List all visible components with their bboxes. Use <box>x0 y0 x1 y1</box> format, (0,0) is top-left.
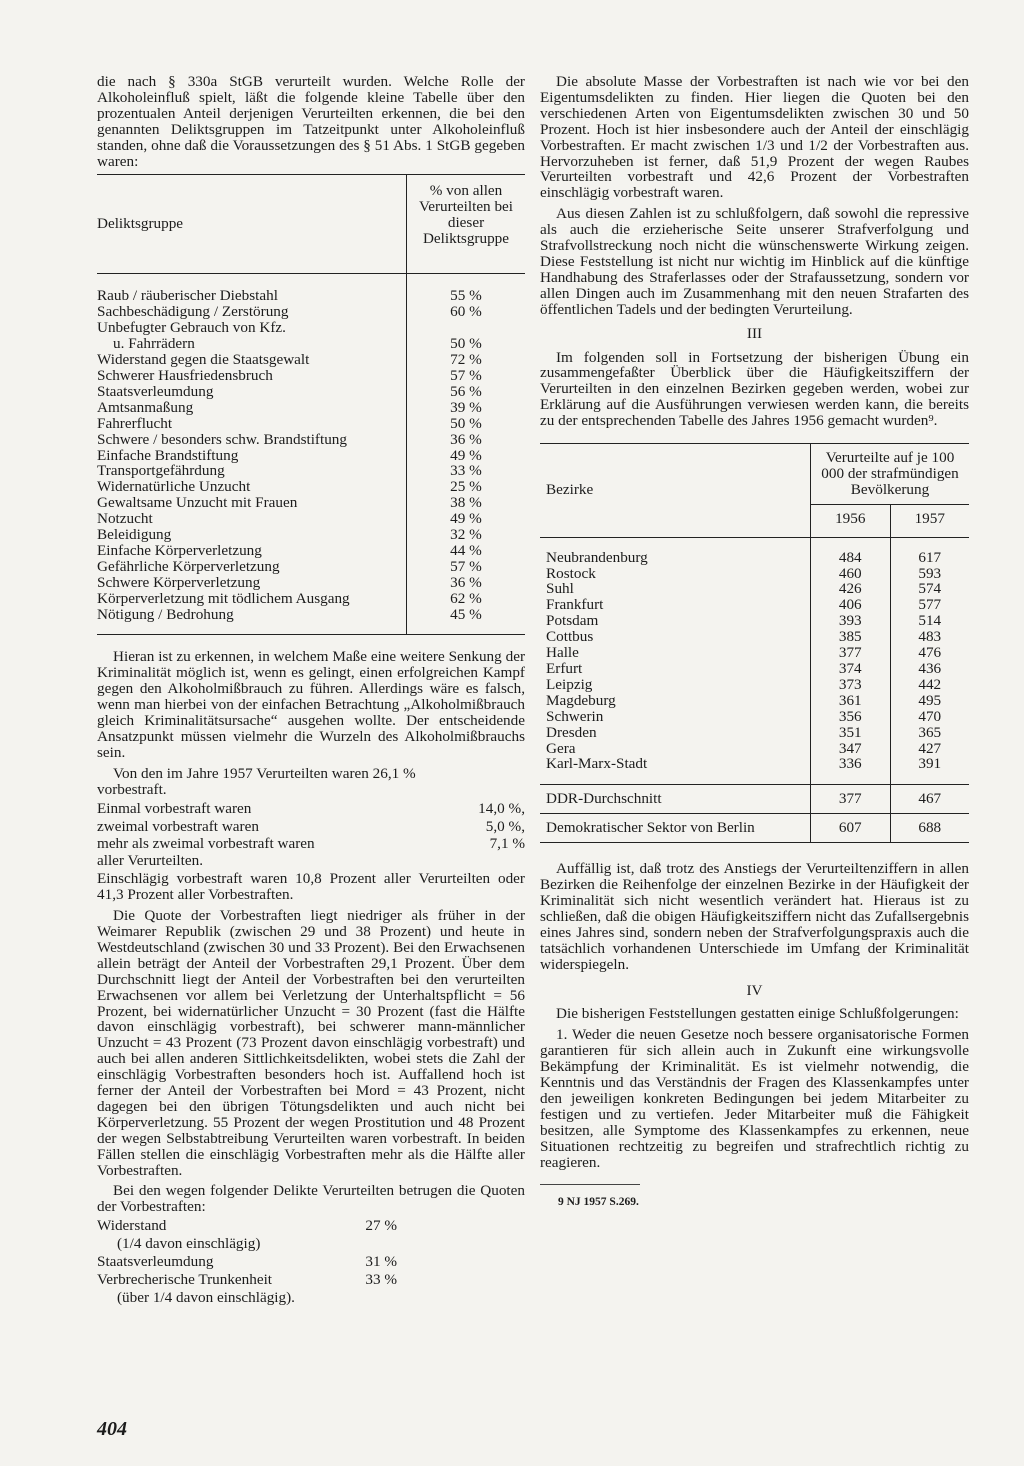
table-row <box>97 495 525 511</box>
table-row <box>97 352 525 368</box>
delikt-label: u. Fahrrädern <box>113 335 195 353</box>
delikt-label: Einfache Brandstiftung <box>97 446 239 464</box>
delikt-label: Widernatürliche Unzucht <box>97 478 251 496</box>
prior-conviction-list <box>97 800 525 854</box>
table-header-deliktsgruppe: Deliktsgruppe <box>97 215 184 233</box>
table-row <box>540 566 969 582</box>
value-1956: 361 <box>811 693 891 709</box>
table-row <box>97 575 525 591</box>
delikt-label: Einfache Körperverletzung <box>97 541 262 559</box>
list-value: 27 % <box>365 1217 397 1235</box>
value-1957: 391 <box>890 756 969 772</box>
list-label: (über 1/4 davon einschlägig). <box>117 1288 295 1306</box>
delikt-percent: 57 % <box>407 368 526 384</box>
delikt-label: Nötigung / Bedrohung <box>97 605 234 623</box>
list-item <box>97 818 525 836</box>
delikt-percent: 62 % <box>407 591 526 607</box>
table-header-percent: % von allen Verurteilten bei dieser Deliktsgruppe <box>407 175 526 274</box>
delikt-percent: 25 % <box>407 479 526 495</box>
table-row <box>97 416 525 432</box>
table-header-1956: 1956 <box>811 504 891 537</box>
paragraph: 1. Weder die neuen Gesetze noch bessere organisatorische Formen garantieren für sich allein auch in Zukunft eine wirkungsvolle Bekämpfung der Kriminalität. Es ist vielmehr notwendig, die Kenntnis und das Verständnis der Fragen des Klassenkampfes unter den jeweiligen konkreten Bedingungen bei jedem Mitarbeiter zu festigen und zu vertiefen. Jeder Mitarbeiter muß die Fähigkeit besitzen, alle Symptome des Klassenkampfes zu erkennen, neue Situationen rechtzeitig zu begreifen und strafrechtlich richtig zu reagieren. <box>540 1026 969 1171</box>
district-name: Cottbus <box>546 628 594 646</box>
value-1957: 467 <box>890 785 969 814</box>
district-name: Magdeburg <box>546 691 616 709</box>
district-name: Gera <box>546 739 576 757</box>
delikt-label: Unbefugter Gebrauch von Kfz. <box>97 319 286 337</box>
value-1957: 483 <box>890 629 969 645</box>
value-1957: 574 <box>890 581 969 597</box>
delikt-percent: 60 % <box>407 304 526 320</box>
table-header-1957: 1957 <box>890 504 969 537</box>
paragraph: die nach § 330a StGB verurteilt wurden. Welche Rolle der Alkoholeinfluß spielt, läßt die folgende kleine Tabelle über den prozentualen Anteil derjenigen Verurteilten erkennen, die bei den genannten Deliktsgruppen im Tatzeitpunkt unter Alkoholeinfluß standen, ohne daß die Voraussetzungen des § 51 Abs. 1 StGB gegeben waren: <box>97 73 525 170</box>
table-row <box>97 336 525 352</box>
value-1957: 577 <box>890 597 969 613</box>
table-row <box>540 661 969 677</box>
list-value: 5,0 %, <box>485 817 525 835</box>
delikt-label: Fahrerflucht <box>97 414 173 432</box>
district-name: Rostock <box>546 564 596 582</box>
delikt-percent: 55 % <box>407 288 526 304</box>
delikt-percent: 38 % <box>407 495 526 511</box>
delikt-label: Gewaltsame Unzucht mit Frauen <box>97 494 298 512</box>
delikt-label: Beleidigung <box>97 526 172 544</box>
table-row <box>97 400 525 416</box>
value-1956: 374 <box>811 661 891 677</box>
value-1956: 393 <box>811 613 891 629</box>
district-name: Halle <box>546 644 579 662</box>
table-row <box>540 725 969 741</box>
table-row <box>97 479 525 495</box>
table-row <box>97 288 525 304</box>
table-row <box>97 320 525 336</box>
value-1956: 351 <box>811 725 891 741</box>
paragraph: Auffällig ist, daß trotz des Anstiegs der Verurteiltenziffern in allen Bezirken die Reihenfolge der einzelnen Bezirke in der Häufigkeit der Kriminalität sich nicht wesentlich verändert hat. Hieraus ist zu schließen, daß die obigen Häufigkeitsziffern nicht das Zufallsergebnis eines Jahres sind, sondern neben der Strafverfolgungspraxis auch die tatsächlich vorhandenen Unterschiede im Umfang der Kriminalität widerspiegeln. <box>540 860 969 973</box>
paragraph: Im folgenden soll in Fortsetzung der bisherigen Übung ein zusammengefaßter Überblick über die Häufigkeitsziffern der Verurteilten in den einzelnen Bezirken gegeben werden, wobei zur Erklärung auf die Ausführungen verwiesen werden kann, die bereits zu der entsprechenden Tabelle des Jahres 1956 gemacht wurden⁹. <box>540 348 969 430</box>
table-row <box>97 543 525 559</box>
value-1957: 688 <box>890 814 969 843</box>
value-1957: 476 <box>890 645 969 661</box>
delikt-percent: 49 % <box>407 511 526 527</box>
value-1957: 593 <box>890 566 969 582</box>
value-1957: 495 <box>890 693 969 709</box>
table-row <box>540 785 969 814</box>
delikt-label: Widerstand gegen die Staatsgewalt <box>97 351 310 369</box>
district-table <box>540 443 969 843</box>
right-column <box>540 74 969 1211</box>
list-item <box>97 835 525 853</box>
delikt-percent: 50 % <box>407 336 526 352</box>
table-row <box>540 741 969 757</box>
district-name: Schwerin <box>546 707 604 725</box>
list-value: 31 % <box>365 1253 397 1271</box>
alcohol-table <box>97 174 525 635</box>
paragraph: Einschlägig vorbestraft waren 10,8 Prozent aller Verurteilten oder 41,3 Prozent aller Vorbestraften. <box>97 870 525 904</box>
table-row <box>97 368 525 384</box>
list-value: 14,0 %, <box>478 799 525 817</box>
delikt-percent: 44 % <box>407 543 526 559</box>
district-name: Karl-Marx-Stadt <box>546 755 648 773</box>
district-name: Frankfurt <box>546 596 604 614</box>
paragraph: Die absolute Masse der Vorbestraften ist nach wie vor bei den Eigentumsdelikten zu finden. Hier liegen die Quoten bei den verschiedenen Arten von Eigentumsdelikten zwischen 30 und 50 Prozent. Hoch ist hier insbesondere auch der Anteil der einschlägig Vorbestraften. Er macht zwischen 1/3 und 1/2 der Vorbestraften aus. Hervorzuheben ist ferner, daß 51,9 Prozent der wegen Raubes Verurteilten vorbestraft und 42,6 Prozent der Vorbestraften einschlägig vorbestraft waren. <box>540 73 969 202</box>
delikt-percent: 49 % <box>407 448 526 464</box>
district-name: DDR-Durchschnitt <box>540 785 811 814</box>
table-row <box>540 550 969 566</box>
footnote-rule <box>540 1184 640 1185</box>
list-label: Einmal vorbestraft waren <box>97 799 252 817</box>
district-name: Dresden <box>546 723 597 741</box>
delikt-percent: 36 % <box>407 432 526 448</box>
delikt-label: Körperverletzung mit tödlichem Ausgang <box>97 589 350 607</box>
table-row <box>97 463 525 479</box>
list-item <box>97 1253 397 1271</box>
list-item <box>97 1217 397 1235</box>
table-row <box>540 613 969 629</box>
table-row <box>97 559 525 575</box>
section-heading: III <box>746 324 763 342</box>
list-label: Widerstand <box>97 1217 167 1235</box>
left-column <box>97 74 525 1307</box>
delikt-label: Gefährliche Körperverletzung <box>97 557 280 575</box>
table-header-bezirke: Bezirke <box>540 444 811 538</box>
delikt-percent: 72 % <box>407 352 526 368</box>
paragraph: Hieran ist zu erkennen, in welchem Maße eine weitere Senkung der Kriminalität möglich ist, wenn es gelingt, einen erfolgreichen Kampf gegen den Alkoholmißbrauch zu führen. Allerdings wäre es falsch, wenn man hierbei von der einfachen Betrachtung „Alkoholmißbrauch gleich Kriminalitätsursache“ ausgehen wollte. Der entscheidende Ansatzpunkt müssen vielmehr die Wurzeln des Alkoholmißbrauchs sein. <box>97 648 525 761</box>
paragraph: Von den im Jahre 1957 Verurteilten waren 26,1 % <box>113 764 416 782</box>
delikt-label: Schwerer Hausfriedensbruch <box>97 366 273 384</box>
delikt-label: Schwere / besonders schw. Brandstiftung <box>97 430 347 448</box>
list-label: Verbrecherische Trunkenheit <box>97 1271 273 1288</box>
section-heading: IV <box>746 981 763 999</box>
table-header-rate: Verurteilte auf je 100 000 der strafmündigen Bevölkerung <box>811 444 970 505</box>
value-1956: 356 <box>811 709 891 725</box>
delikt-label: Staatsverleumdung <box>97 382 214 400</box>
district-name: Demokratischer Sektor von Berlin <box>540 814 811 843</box>
value-1956: 377 <box>811 785 891 814</box>
delikt-percent: 56 % <box>407 384 526 400</box>
value-1956: 377 <box>811 645 891 661</box>
page-number: 404 <box>97 1418 127 1440</box>
list-item <box>97 800 525 818</box>
table-row <box>97 511 525 527</box>
value-1956: 426 <box>811 581 891 597</box>
district-name: Neubrandenburg <box>546 548 648 566</box>
list-label: mehr als zweimal vorbestraft waren <box>97 835 315 853</box>
value-1957: 427 <box>890 741 969 757</box>
district-name: Erfurt <box>546 660 583 677</box>
district-name: Suhl <box>546 580 574 598</box>
delikt-label: Amtsanmaßung <box>97 398 194 416</box>
table-row <box>97 448 525 464</box>
list-value: 33 % <box>365 1271 397 1288</box>
list-label: (1/4 davon einschlägig) <box>117 1235 261 1253</box>
delikt-label: Notzucht <box>97 510 153 528</box>
district-name: Potsdam <box>546 612 599 630</box>
value-1956: 385 <box>811 629 891 645</box>
value-1956: 406 <box>811 597 891 613</box>
paragraph: Die bisherigen Feststellungen gestatten einige Schlußfolgerungen: <box>556 1005 959 1023</box>
delikt-label: Schwere Körperverletzung <box>97 573 261 591</box>
list-item <box>97 1235 397 1253</box>
table-row <box>540 581 969 597</box>
value-1956: 460 <box>811 566 891 582</box>
table-row <box>540 756 969 772</box>
table-row <box>540 814 969 843</box>
paragraph: vorbestraft. <box>97 780 167 798</box>
delikt-label: Raub / räuberischer Diebstahl <box>97 287 278 305</box>
district-name: Leipzig <box>546 675 593 693</box>
list-value <box>307 1289 397 1307</box>
table-row <box>540 693 969 709</box>
delikt-percent: 36 % <box>407 575 526 591</box>
list-item <box>97 1289 397 1307</box>
table-row <box>540 677 969 693</box>
value-1957: 514 <box>890 613 969 629</box>
value-1956: 484 <box>811 550 891 566</box>
table-row <box>97 384 525 400</box>
delikt-percent: 50 % <box>407 416 526 432</box>
table-row <box>97 527 525 543</box>
table-row <box>540 709 969 725</box>
list-label: Staatsverleumdung <box>97 1253 214 1271</box>
table-row <box>540 629 969 645</box>
paragraph: Die Quote der Vorbestraften liegt niedriger als früher in der Weimarer Republik (zwischen 29 und 38 Prozent) und heute in Westdeutschland (zwischen 30 und 33 Prozent). Bei den Erwachsenen allein beträgt der Anteil der Vorbestraften 29,1 Prozent. Über dem Durchschnitt liegt der Anteil der Vorbestraften bei den verurteilten Erwachsenen vor allem bei Verletzung der Unterhaltspflicht = 56 Prozent, bei widernatürlicher Unzucht = 30 Prozent (fast die Hälfte davon einschlägig vorbestraft), bei schwerer mann-männlicher Unzucht = 43 Prozent (73 Prozent davon einschlägig vorbestraft) und auch bei allen anderen Sittlichkeitsdelikten, wobei stets die Zahl der einschlägig Vorbestraften besonders hoch ist. Auffallend hoch ist ferner der Anteil der Vorbestraften bei Mord = 43 Prozent, nicht dagegen bei den übrigen Tötungsdelikten und auch nicht bei Körperverletzung. 55 Prozent der wegen Prostitution und 48 Prozent der wegen Selbstabtreibung Verurteilten waren vorbestraft. In beiden Fällen stellen die einschlägig Vorbestraften mehr als die Hälfte aller Vorbestraften. <box>97 907 525 1179</box>
delikt-label: Sachbeschädigung / Zerstörung <box>97 303 289 321</box>
list-value: 7,1 % <box>489 835 525 853</box>
delikt-percent: 32 % <box>407 527 526 543</box>
paragraph: aller Verurteilten. <box>97 852 203 870</box>
delikt-label: Transportgefährdung <box>97 462 225 480</box>
delikt-percent <box>407 320 526 336</box>
delikt-percent: 57 % <box>407 559 526 575</box>
delikt-percent: 33 % <box>407 463 526 479</box>
table-row <box>540 645 969 661</box>
delikt-percent: 45 % <box>407 607 526 635</box>
footnote: 9 NJ 1957 S.269. <box>558 1196 639 1209</box>
table-row <box>97 304 525 320</box>
value-1957: 470 <box>890 709 969 725</box>
value-1956: 607 <box>811 814 891 843</box>
delict-quota-list <box>97 1217 397 1307</box>
table-row <box>97 432 525 448</box>
value-1957: 365 <box>890 725 969 741</box>
table-row <box>540 597 969 613</box>
value-1956: 336 <box>811 756 891 772</box>
list-label: zweimal vorbestraft waren <box>97 817 259 835</box>
value-1956: 347 <box>811 741 891 757</box>
value-1957: 442 <box>890 677 969 693</box>
value-1956: 373 <box>811 677 891 693</box>
list-value <box>307 1235 397 1253</box>
list-item <box>97 1271 397 1289</box>
delikt-percent: 39 % <box>407 400 526 416</box>
paragraph: Bei den wegen folgender Delikte Verurteilten betrugen die Quoten der Vorbestraften: <box>97 1182 525 1216</box>
value-1957: 436 <box>890 661 969 677</box>
value-1957: 617 <box>890 550 969 566</box>
table-row <box>97 607 525 635</box>
paragraph: Aus diesen Zahlen ist zu schlußfolgern, daß sowohl die repressive als auch die erzieherische Seite unserer Strafverfolgung und Strafvollstreckung noch nicht die wünschenswerte Wirkung zeigen. Diese Feststellung ist nicht nur wichtig im Hinblick auf die künftige Handhabung des Straferlasses oder der Strafaussetzung, sondern vor allen Dingen auch im Zusammenhang mit den neuen Strafarten des öffentlichen Tadels und der bedingten Verurteilung. <box>540 205 969 318</box>
table-row <box>97 591 525 607</box>
